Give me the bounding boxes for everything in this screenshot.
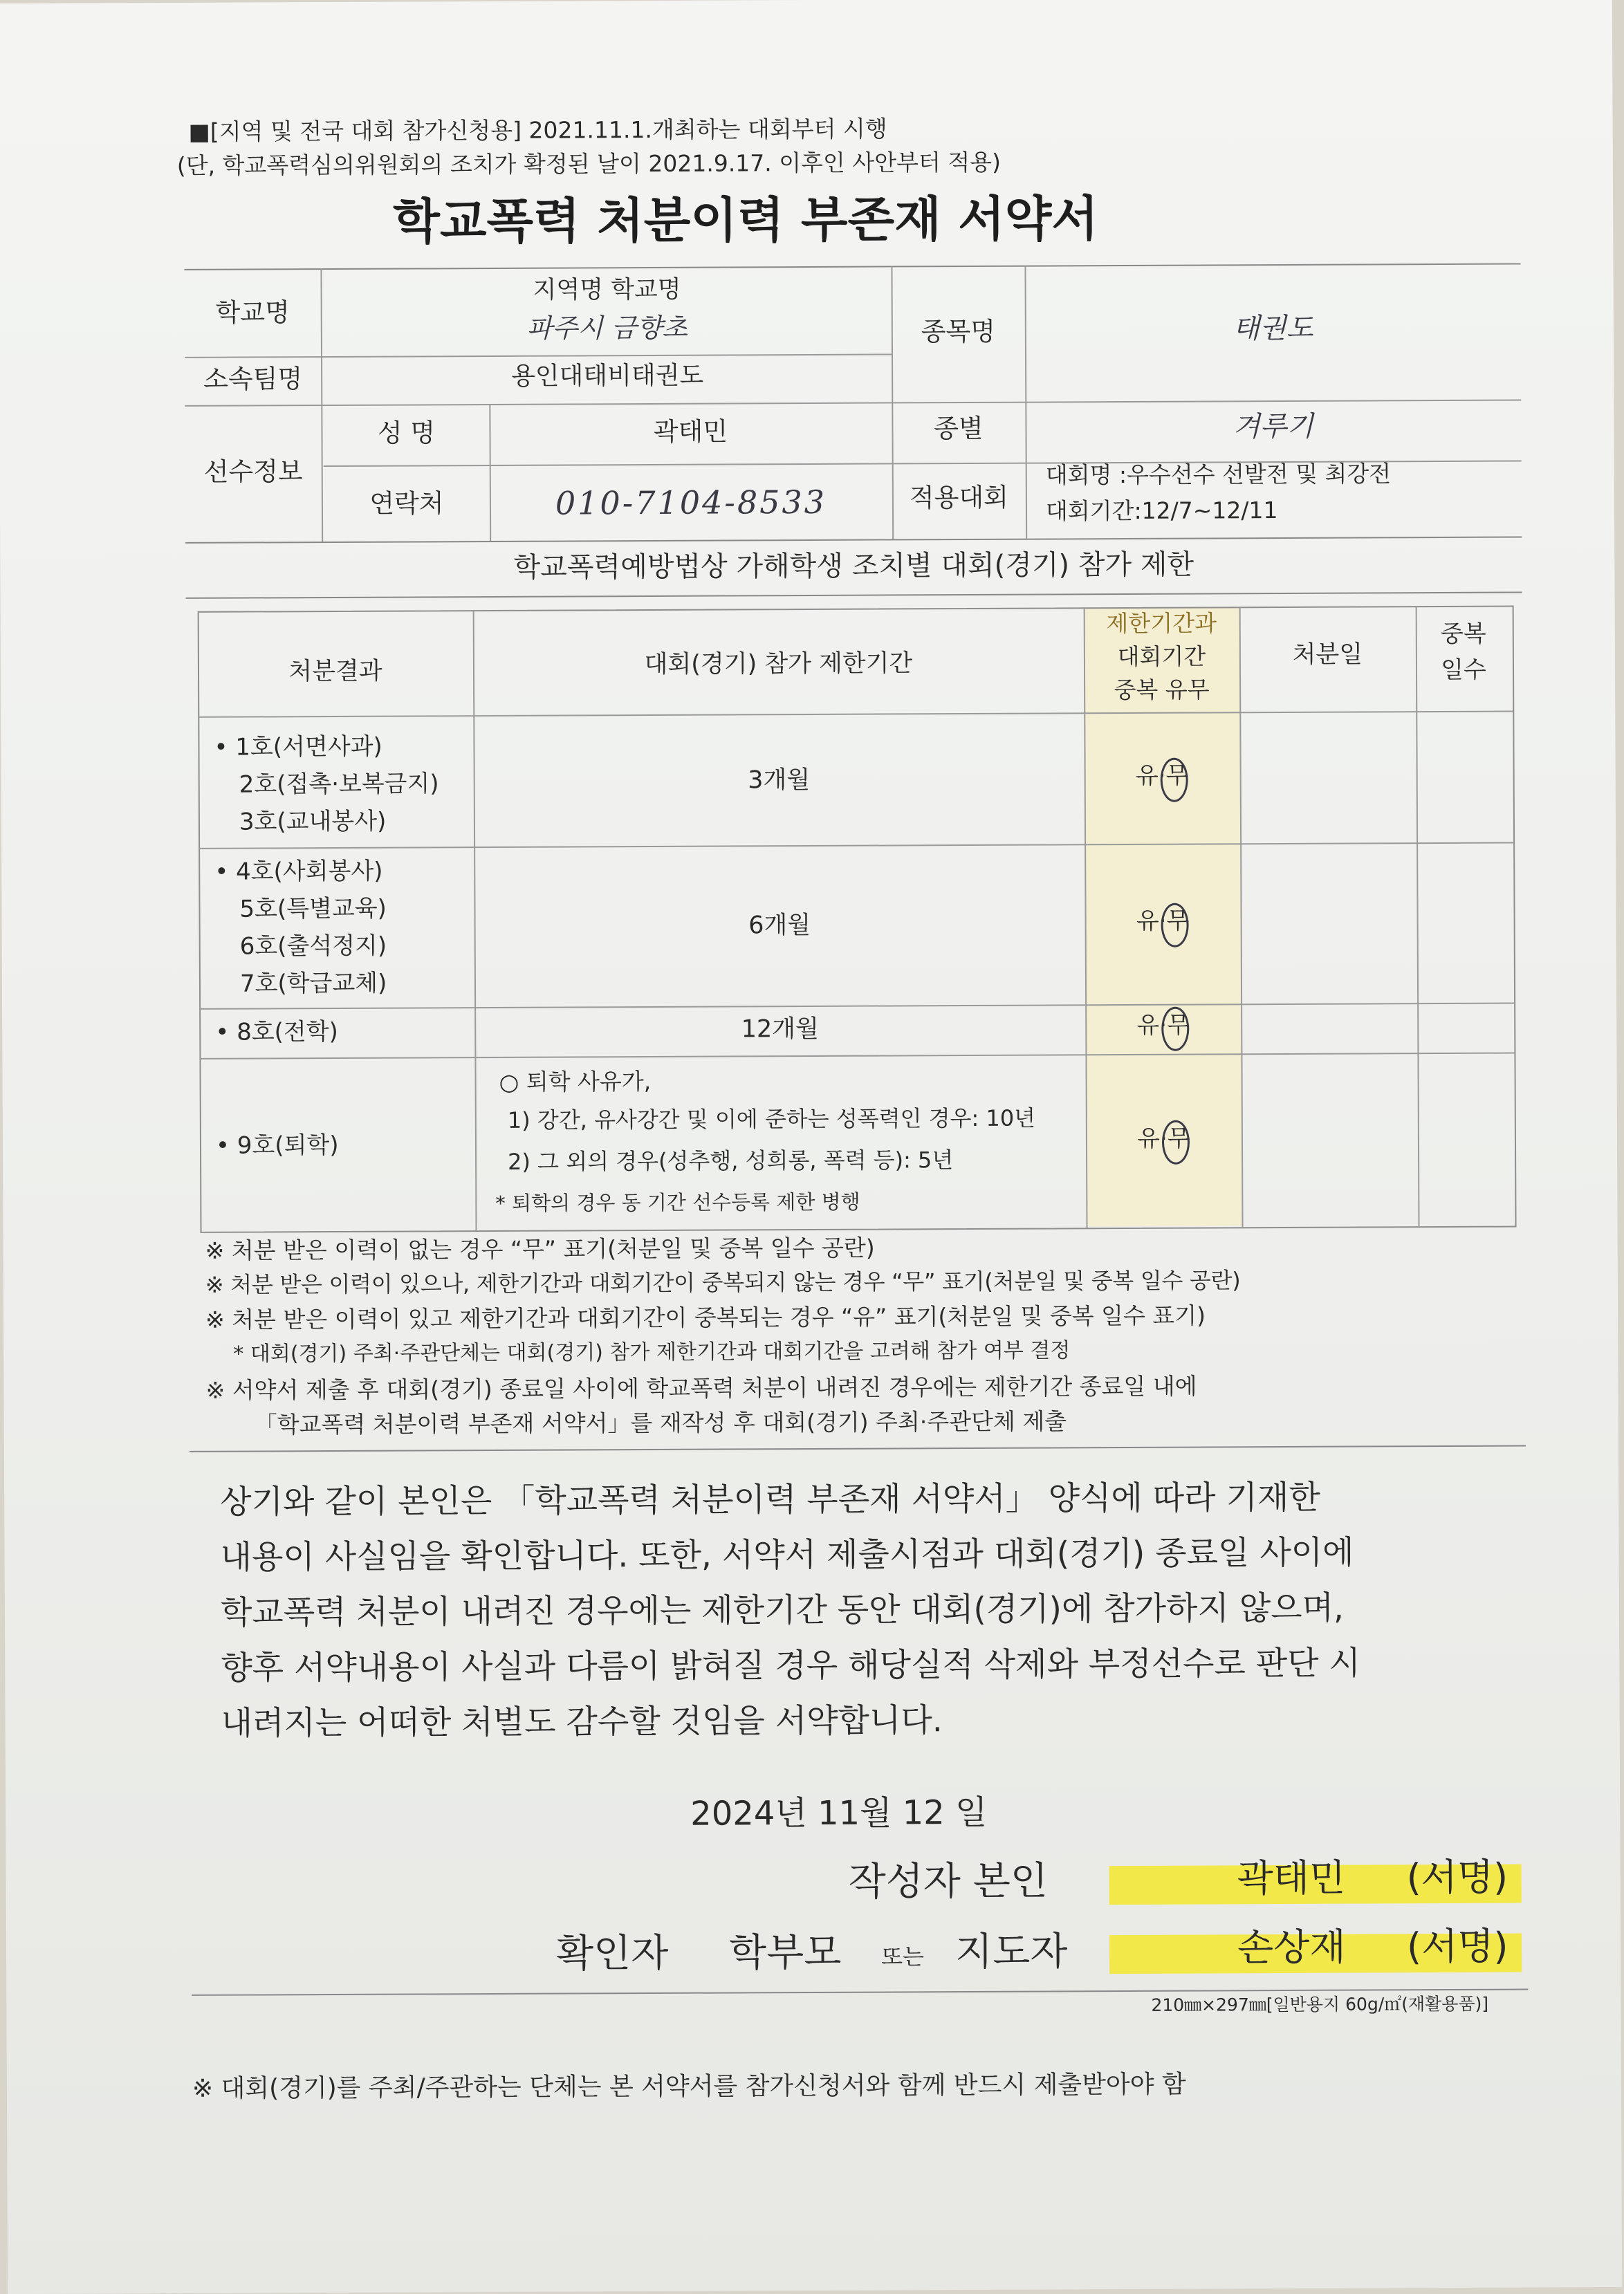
confirmer-label-a: 확인자 [555, 1930, 669, 1977]
header-date: 처분일 [1292, 640, 1363, 669]
writer-label: 작성자 본인 [848, 1858, 1049, 1905]
contact-label: 연락처 [369, 488, 444, 519]
row2-line4: 7호(학급교체) [239, 969, 387, 998]
note-2: ※ 처분 받은 이력이 있으나, 제한기간과 대회기간이 중복되지 않는 경우 “무” 표기(처분일 및 중복 일수 공란) [205, 1267, 1241, 1298]
pledge-date: 2024년 11월 12 일 [690, 1793, 988, 1833]
competition-period: 대회기간:12/7~12/11 [1045, 497, 1278, 525]
note-4: * 대회(경기) 주최·주관단체는 대회(경기) 참가 제한기간과 대회기간을 고려해 참가 여부 결정 [233, 1338, 1071, 1367]
header-overlap-1: 제한기간과 [1106, 609, 1217, 638]
row1-line3: 3호(교내봉사) [239, 807, 387, 836]
row3-line1: • 8호(전학) [215, 1017, 338, 1046]
school-value: 파주시 금향초 [526, 312, 688, 344]
row4-choice-circle [1162, 1120, 1190, 1165]
row4-period-line4: * 퇴학의 경우 동 기간 선수등록 제한 병행 [495, 1190, 860, 1215]
row4-yn: 유·무 [1137, 1125, 1190, 1153]
pledge-line-2: 내용이 사실임을 확인합니다. 또한, 서약서 제출시점과 대회(경기) 종료일 사이에 [220, 1533, 1354, 1577]
row2-period: 6개월 [748, 911, 811, 940]
category-value: 겨루기 [1233, 410, 1314, 443]
row2-line2: 5호(특별교육) [239, 894, 387, 923]
header-days-1: 중복 [1440, 620, 1486, 649]
confirmer-label-c: 지도자 [954, 1929, 1068, 1975]
header-days-2: 일수 [1441, 656, 1486, 685]
row1-choice-circle [1161, 758, 1188, 802]
writer-sign-mark: (서명) [1406, 1855, 1508, 1900]
pledge-line-5: 내려지는 어떠한 처벌도 감수할 것임을 서약합니다. [221, 1701, 943, 1743]
category-label: 종별 [934, 413, 984, 444]
header-overlap-3: 중복 유무 [1114, 676, 1210, 704]
paper-spec: 210㎜×297㎜[일반용지 60g/㎡(재활용품)] [1151, 1993, 1489, 2015]
row1-line2: 2호(접촉·보복금지) [239, 770, 439, 799]
page-title: 학교폭력 처분이력 부존재 서약서 [393, 190, 1099, 250]
pledge-line-3: 학교폭력 처분이 내려진 경우에는 제한기간 동안 대회(경기)에 참가하지 않으며, [220, 1589, 1345, 1632]
notice-line-2: (단, 학교폭력심의위원회의 조치가 확정된 날이 2021.9.17. 이후인 사안부터 적용) [176, 148, 1002, 179]
row4-period-line3: 2) 그 외의 경우(성추행, 성희롱, 폭력 등): 5년 [508, 1147, 954, 1175]
note-5: ※ 서약서 제출 후 대회(경기) 종료일 사이에 학교폭력 처분이 내려진 경우에는 제한기간 종료일 내에 [205, 1372, 1197, 1404]
pledge-line-4: 향후 서약내용이 사실과 다름이 밝혀질 경우 해당실적 삭제와 부정선수로 판단 시 [221, 1644, 1361, 1687]
header-overlap-2: 대회기간 [1117, 642, 1206, 671]
applied-competition-label: 적용대회 [909, 482, 1008, 513]
row3-choice-circle [1161, 1007, 1189, 1051]
confirmer-sign-mark: (서명) [1406, 1924, 1508, 1969]
header-period: 대회(경기) 참가 제한기간 [644, 649, 913, 679]
note-1: ※ 처분 받은 이력이 없는 경우 “무” 표기(처분일 및 중복 일수 공란) [205, 1234, 875, 1264]
row2-line1: • 4호(사회봉사) [214, 857, 383, 886]
event-label: 종목명 [921, 316, 996, 347]
contact-value: 010-7104-8533 [555, 483, 827, 522]
row2-choice-circle [1161, 903, 1188, 947]
confirmer-label-b: 학부모 [728, 1930, 842, 1976]
team-label: 소속팀명 [203, 364, 303, 394]
row4-period-line2: 1) 강간, 유사강간 및 이에 준하는 성폭력인 경우: 10년 [507, 1104, 1036, 1134]
competition-name: 대회명 :우수선수 선발전 및 최강전 [1045, 460, 1392, 489]
row2-line3: 6호(출석정지) [239, 932, 387, 961]
row3-yn: 유·무 [1136, 1011, 1190, 1039]
note-6: 「학교폭력 처분이력 부존재 서약서」를 재작성 후 대회(경기) 주최·주관단체 제출 [254, 1407, 1067, 1439]
note-3: ※ 처분 받은 이력이 있고 제한기간과 대회기간이 중복되는 경우 “유” 표기(처분일 및 중복 일수 표기) [205, 1302, 1206, 1333]
school-sublabel: 지역명 학교명 [533, 275, 681, 304]
team-value: 용인대태비태권도 [510, 361, 704, 391]
name-label: 성 명 [377, 418, 436, 448]
player-info-label: 선수정보 [203, 456, 303, 487]
header-result: 처분결과 [288, 657, 382, 686]
row1-yn: 유·무 [1135, 761, 1189, 790]
event-value: 태권도 [1233, 312, 1313, 345]
pledge-line-1: 상기와 같이 본인은 「학교폭력 처분이력 부존재 서약서」 양식에 따라 기재한 [220, 1478, 1320, 1521]
school-label: 학교명 [215, 297, 290, 328]
row3-period: 12개월 [741, 1015, 819, 1044]
confirmer-name: 손상재 [1237, 1925, 1346, 1970]
row4-period-line1: ○ 퇴학 사유가, [499, 1068, 652, 1095]
footer-note: ※ 대회(경기)를 주최/주관하는 단체는 본 서약서를 참가신청서와 함께 반드시 제출받아야 함 [192, 2070, 1186, 2103]
restriction-heading: 학교폭력예방법상 가해학생 조치별 대회(경기) 참가 제한 [513, 548, 1194, 584]
writer-name: 곽태민 [1237, 1856, 1346, 1900]
row1-period: 3개월 [748, 766, 811, 795]
notice-line-1: ■[지역 및 전국 대회 참가신청용] 2021.11.1.개최하는 대회부터 시행 [188, 115, 887, 145]
confirmer-or: 또는 [881, 1943, 925, 1970]
row1-line1: • 1호(서면사과) [214, 732, 382, 761]
name-value: 곽태민 [653, 416, 728, 447]
row2-yn: 유·무 [1136, 907, 1190, 935]
row4-line1: • 9호(퇴학) [215, 1131, 339, 1160]
